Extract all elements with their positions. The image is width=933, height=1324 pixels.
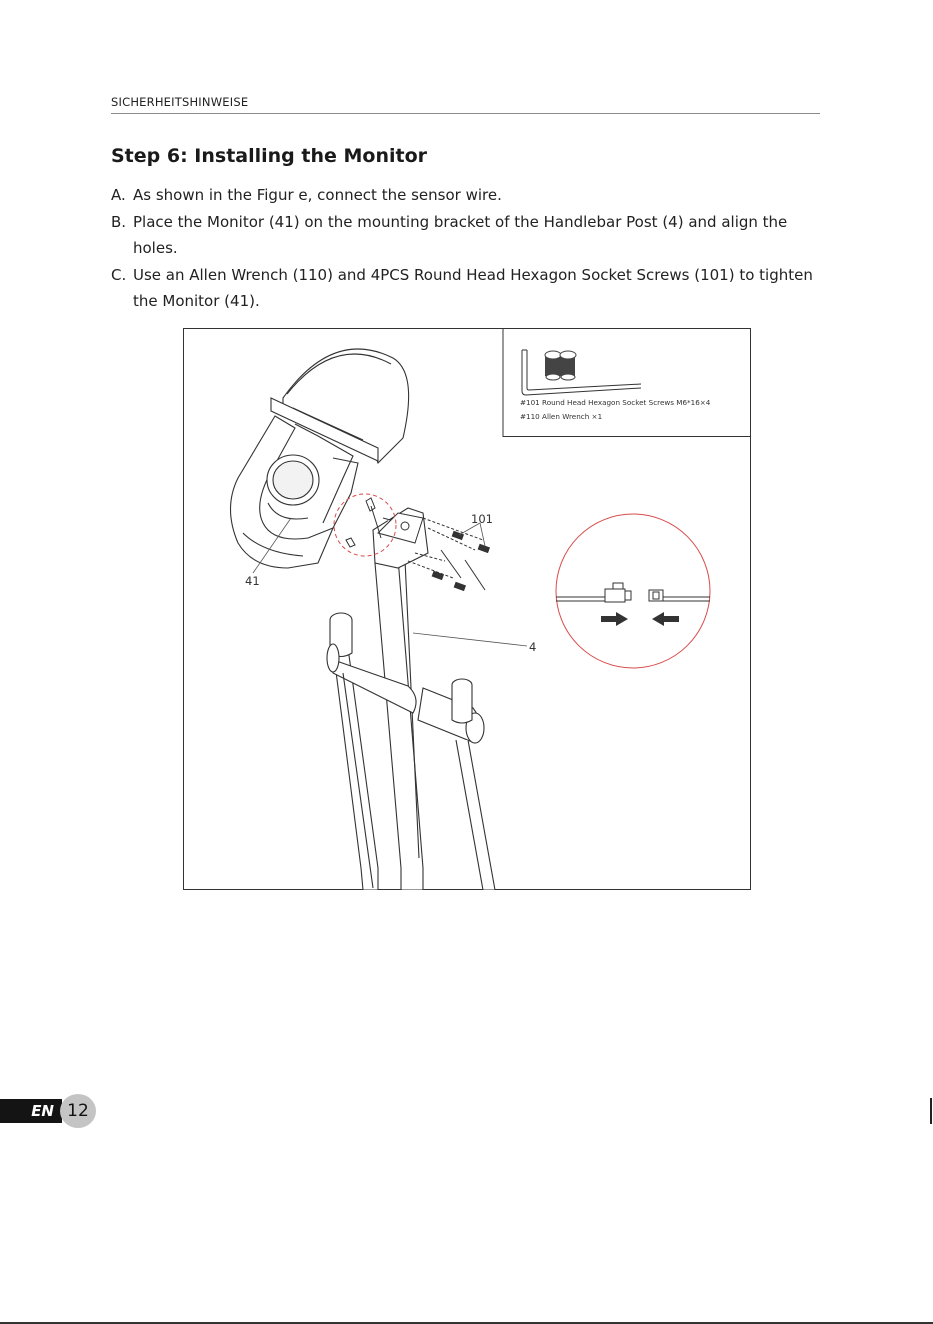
- step-c: [111, 262, 831, 315]
- step-letter: C.: [111, 265, 127, 284]
- step-text: As shown in the Figur e, connect the sensor wire.: [133, 186, 502, 204]
- step-text: Use an Allen Wrench (110) and 4PCS Round Head Hexagon Socket Screws (101) to tighten the Monitor (41).: [133, 265, 813, 310]
- part-110-label: #110 Allen Wrench ×1: [520, 412, 603, 421]
- page-title: Step 6: Installing the Monitor: [111, 145, 428, 167]
- step-a: [111, 182, 831, 209]
- callout-101: 101: [471, 512, 493, 526]
- callout-41: 41: [245, 574, 260, 588]
- callout-4: 4: [529, 640, 537, 654]
- step-letter: B.: [111, 212, 127, 231]
- step-letter: A.: [111, 186, 126, 204]
- step-b: [111, 209, 831, 262]
- connector-detail: [556, 514, 710, 668]
- assembly-illustration: [183, 328, 751, 890]
- step-text: Place the Monitor (41) on the mounting bracket of the Handlebar Post (4) and align the holes.: [133, 212, 788, 257]
- screws-icon: [545, 351, 576, 380]
- page-number: 12: [60, 1094, 96, 1128]
- parts-list-box: [503, 329, 751, 437]
- crop-mark: [930, 1098, 932, 1124]
- language-tag: EN: [0, 1099, 62, 1123]
- assembly-figure: [183, 328, 751, 890]
- connector-plug-icon: [605, 589, 625, 602]
- part-101-label: #101 Round Head Hexagon Socket Screws M6*16×4: [520, 398, 711, 407]
- section-header: SICHERHEITSHINWEISE: [111, 95, 820, 114]
- instruction-steps: [111, 182, 831, 315]
